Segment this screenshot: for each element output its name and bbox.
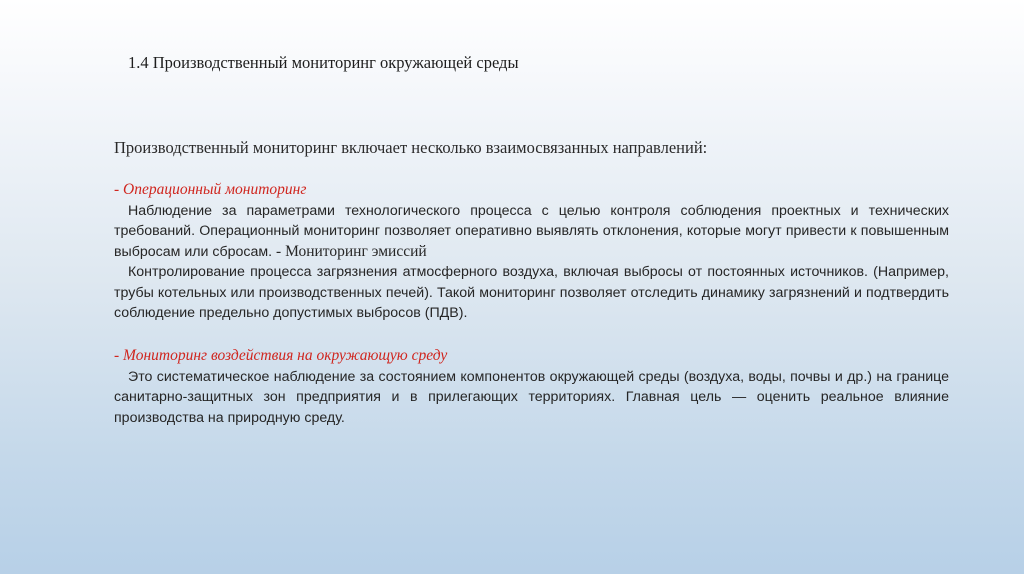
section-paragraph [114, 201, 949, 263]
slide-title: 1.4 Производственный мониторинг окружающей среды [128, 53, 519, 72]
emissions-monitoring-heading: - Мониторинг эмиссий [276, 242, 427, 260]
section-heading: - Операционный мониторинг [114, 181, 307, 198]
section-operational-monitoring [114, 180, 949, 324]
section-paragraph: Это систематическое наблюдение за состоянием компонентов окружающей среды (воздуха, воды, почвы и др.) на границе санитарно-защитных зон предприятия и в прилегающих территориях. Главная цель — оценить реальное влияние производства на природную среду. [114, 368, 949, 426]
paragraph-text: Наблюдение за параметрами технологического процесса с целью контроля соблюдения проектных и технических требований. Операционный мониторинг позволяет оперативно выявлять отклонения, которые могут привести к повышенным выбросам или сбросам. [114, 202, 949, 260]
section-heading: - Мониторинг воздействия на окружающую среду [114, 347, 448, 364]
intro-text: Производственный мониторинг включает несколько взаимосвязанных направлений: [114, 138, 708, 157]
section-environmental-impact-monitoring [114, 346, 949, 428]
section-paragraph: Контролирование процесса загрязнения атмосферного воздуха, включая выбросы от постоянных источников. (Например, трубы котельных или производственных печей). Такой мониторинг позволяет отследить динамику загрязнений и подтвердить соблюдение предельно допустимых выбросов (ПДВ). [114, 264, 949, 321]
